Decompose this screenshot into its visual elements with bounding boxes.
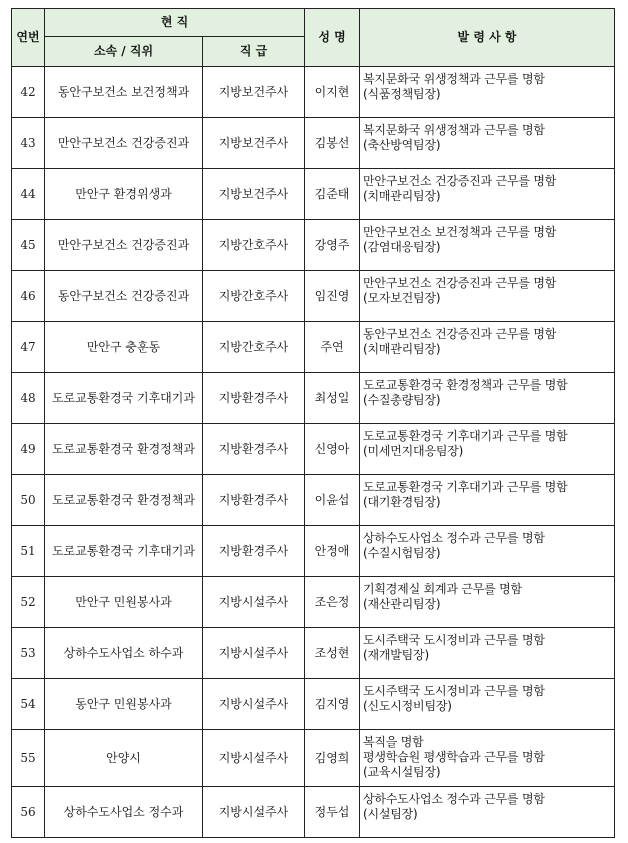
row-department: 동안구보건소 보건정책과 — [45, 67, 203, 118]
row-grade: 지방시설주사 — [203, 628, 305, 679]
row-name: 김영희 — [305, 730, 360, 787]
row-name: 조성현 — [305, 628, 360, 679]
row-grade: 지방보건주사 — [203, 169, 305, 220]
row-grade: 지방간호주사 — [203, 271, 305, 322]
row-order: 도로교통환경국 환경정책과 근무를 명함 (수질총량팀장) — [360, 373, 615, 424]
row-number: 56 — [12, 787, 45, 838]
row-number: 45 — [12, 220, 45, 271]
table-row — [12, 271, 615, 322]
row-order: 복지문화국 위생정책과 근무를 명함 (축산방역팀장) — [360, 118, 615, 169]
row-department: 상하수도사업소 정수과 — [45, 787, 203, 838]
row-order: 만안구보건소 건강증진과 근무를 명함 (치매관리팀장) — [360, 169, 615, 220]
row-order: 복직을 명함 평생학습원 평생학습과 근무를 명함 (교육시설팀장) — [360, 730, 615, 787]
row-name: 이지현 — [305, 67, 360, 118]
table-row — [12, 67, 615, 118]
row-number: 49 — [12, 424, 45, 475]
row-department: 도로교통환경국 기후대기과 — [45, 526, 203, 577]
table-row — [12, 373, 615, 424]
row-name: 주연 — [305, 322, 360, 373]
row-order: 도시주택국 도시정비과 근무를 명함 (재개발팀장) — [360, 628, 615, 679]
row-department: 동안구 민원봉사과 — [45, 679, 203, 730]
row-department: 안양시 — [45, 730, 203, 787]
table-row — [12, 424, 615, 475]
row-department: 동안구보건소 건강증진과 — [45, 271, 203, 322]
row-order: 기획경제실 회계과 근무를 명함 (재산관리팀장) — [360, 577, 615, 628]
row-number: 43 — [12, 118, 45, 169]
row-name: 임진영 — [305, 271, 360, 322]
table-row — [12, 787, 615, 838]
row-name: 신영아 — [305, 424, 360, 475]
row-grade: 지방환경주사 — [203, 373, 305, 424]
row-number: 48 — [12, 373, 45, 424]
row-number: 53 — [12, 628, 45, 679]
row-name: 이윤섭 — [305, 475, 360, 526]
row-grade: 지방간호주사 — [203, 322, 305, 373]
table-row — [12, 628, 615, 679]
row-department: 상하수도사업소 하수과 — [45, 628, 203, 679]
header-name: 성 명 — [305, 9, 360, 67]
header-order: 발 령 사 항 — [360, 9, 615, 67]
row-department: 만안구보건소 건강증진과 — [45, 118, 203, 169]
row-grade: 지방간호주사 — [203, 220, 305, 271]
table-row — [12, 220, 615, 271]
row-department: 도로교통환경국 환경정책과 — [45, 475, 203, 526]
row-order: 상하수도사업소 정수과 근무를 명함 (시설팀장) — [360, 787, 615, 838]
row-order: 도시주택국 도시정비과 근무를 명함 (신도시정비팀장) — [360, 679, 615, 730]
row-name: 김봉선 — [305, 118, 360, 169]
row-number: 54 — [12, 679, 45, 730]
row-name: 안정애 — [305, 526, 360, 577]
row-name: 최성일 — [305, 373, 360, 424]
row-name: 김준태 — [305, 169, 360, 220]
header-dept-rank: 소속 / 직위 — [45, 37, 203, 67]
row-name: 정두섭 — [305, 787, 360, 838]
header-current: 현 직 — [45, 9, 305, 37]
table-row — [12, 475, 615, 526]
row-grade: 지방시설주사 — [203, 730, 305, 787]
header-grade: 직 급 — [203, 37, 305, 67]
row-department: 만안구 충훈동 — [45, 322, 203, 373]
row-department: 도로교통환경국 환경정책과 — [45, 424, 203, 475]
row-name: 조은정 — [305, 577, 360, 628]
row-grade: 지방시설주사 — [203, 577, 305, 628]
table-row — [12, 577, 615, 628]
row-department: 도로교통환경국 기후대기과 — [45, 373, 203, 424]
table-row — [12, 322, 615, 373]
row-department: 만안구 민원봉사과 — [45, 577, 203, 628]
row-grade: 지방환경주사 — [203, 475, 305, 526]
table-row — [12, 526, 615, 577]
row-department: 만안구보건소 건강증진과 — [45, 220, 203, 271]
row-name: 김지영 — [305, 679, 360, 730]
row-order: 만안구보건소 건강증진과 근무를 명함 (모자보건팀장) — [360, 271, 615, 322]
row-grade: 지방환경주사 — [203, 526, 305, 577]
row-number: 42 — [12, 67, 45, 118]
row-order: 복지문화국 위생정책과 근무를 명함 (식품정책팀장) — [360, 67, 615, 118]
header-no: 연번 — [12, 9, 45, 67]
table-row — [12, 730, 615, 787]
row-number: 55 — [12, 730, 45, 787]
row-number: 52 — [12, 577, 45, 628]
row-order: 도로교통환경국 기후대기과 근무를 명함 (미세먼지대응팀장) — [360, 424, 615, 475]
row-order: 도로교통환경국 기후대기과 근무를 명함 (대기환경팀장) — [360, 475, 615, 526]
table-row — [12, 169, 615, 220]
row-order: 동안구보건소 건강증진과 근무를 명함 (치매관리팀장) — [360, 322, 615, 373]
row-name: 강영주 — [305, 220, 360, 271]
row-number: 44 — [12, 169, 45, 220]
row-number: 51 — [12, 526, 45, 577]
row-order: 상하수도사업소 정수과 근무를 명함 (수질시험팀장) — [360, 526, 615, 577]
row-number: 46 — [12, 271, 45, 322]
table-body — [12, 67, 615, 838]
personnel-order-table — [11, 8, 615, 838]
row-order: 만안구보건소 보건정책과 근무를 명함 (감염대응팀장) — [360, 220, 615, 271]
row-grade: 지방보건주사 — [203, 67, 305, 118]
row-grade: 지방환경주사 — [203, 424, 305, 475]
row-grade: 지방보건주사 — [203, 118, 305, 169]
row-grade: 지방시설주사 — [203, 787, 305, 838]
row-grade: 지방시설주사 — [203, 679, 305, 730]
row-number: 47 — [12, 322, 45, 373]
row-number: 50 — [12, 475, 45, 526]
table-row — [12, 679, 615, 730]
row-department: 만안구 환경위생과 — [45, 169, 203, 220]
table-row — [12, 118, 615, 169]
